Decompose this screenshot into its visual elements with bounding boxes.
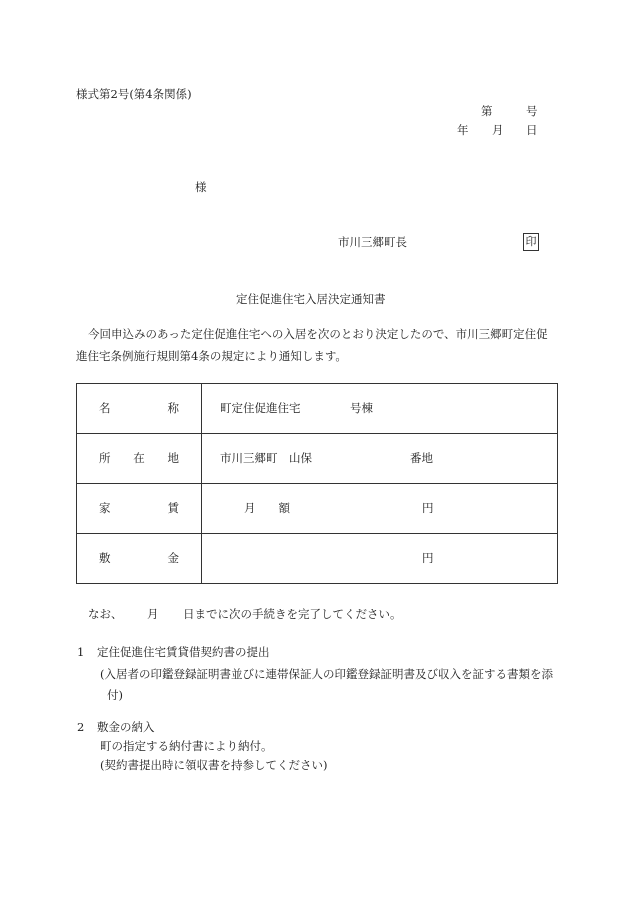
item-title: 敷金の納入 — [97, 720, 155, 734]
value-suffix: 番地 — [410, 450, 433, 465]
table-row — [77, 484, 558, 534]
item-note — [100, 664, 556, 706]
label-char: 敷 — [99, 550, 111, 565]
label-char: 在 — [133, 450, 145, 465]
label-char: 家 — [99, 500, 111, 515]
seal-box: 印 — [523, 233, 539, 251]
intro-paragraph: 今回申込みのあった定住促進住宅への入居を次のとおり決定したので、市川三郷町定住促進住宅条例施行規則第4条の規定により通知します。 — [76, 327, 548, 363]
deadline-prefix: なお、 — [88, 607, 123, 621]
addressee-suffix: 様 — [195, 180, 207, 194]
item-note-text: 町の指定する納付書により納付。 — [100, 739, 273, 753]
value-suffix: 号棟 — [350, 400, 373, 415]
value-suffix: 円 — [422, 550, 434, 565]
table-row — [77, 384, 558, 434]
item-note-text: (契約書提出時に領収書を持参してください) — [100, 758, 328, 772]
value-suffix: 円 — [422, 500, 434, 515]
housing-info-table — [76, 383, 558, 584]
table-row — [77, 434, 558, 484]
item-note-text: (入居者の印鑑登録証明書並びに連帯保証人の印鑑登録証明書及び収入を証する書類を添付) — [100, 667, 553, 702]
label-char: 称 — [167, 400, 179, 415]
doc-number-go: 号 — [526, 104, 538, 118]
value-name: 町定住促進住宅 — [220, 400, 301, 415]
deadline-month: 月 — [147, 607, 159, 621]
deadline-rest: 日までに次の手続きを完了してください。 — [183, 607, 402, 621]
table-row — [77, 534, 558, 584]
label-char: 賃 — [167, 500, 179, 515]
label-char: 所 — [99, 450, 111, 465]
date-year: 年 — [457, 123, 469, 137]
label-char: 地 — [167, 450, 179, 465]
item-number: 2 — [77, 720, 85, 734]
item-number: 1 — [77, 645, 85, 659]
date-day: 日 — [526, 123, 538, 137]
document-title: 定住促進住宅入居決定通知書 — [236, 292, 386, 306]
value-rent: 月 額 — [244, 500, 290, 515]
form-number: 様式第2号(第4条関係) — [76, 87, 192, 101]
item-title: 定住促進住宅賃貸借契約書の提出 — [97, 645, 270, 659]
label-char: 金 — [167, 550, 179, 565]
issuer-name: 市川三郷町長 — [338, 235, 407, 249]
value-location: 市川三郷町 山保 — [220, 450, 312, 465]
date-month: 月 — [492, 123, 504, 137]
doc-number-dai: 第 — [481, 104, 493, 118]
label-char: 名 — [99, 400, 111, 415]
